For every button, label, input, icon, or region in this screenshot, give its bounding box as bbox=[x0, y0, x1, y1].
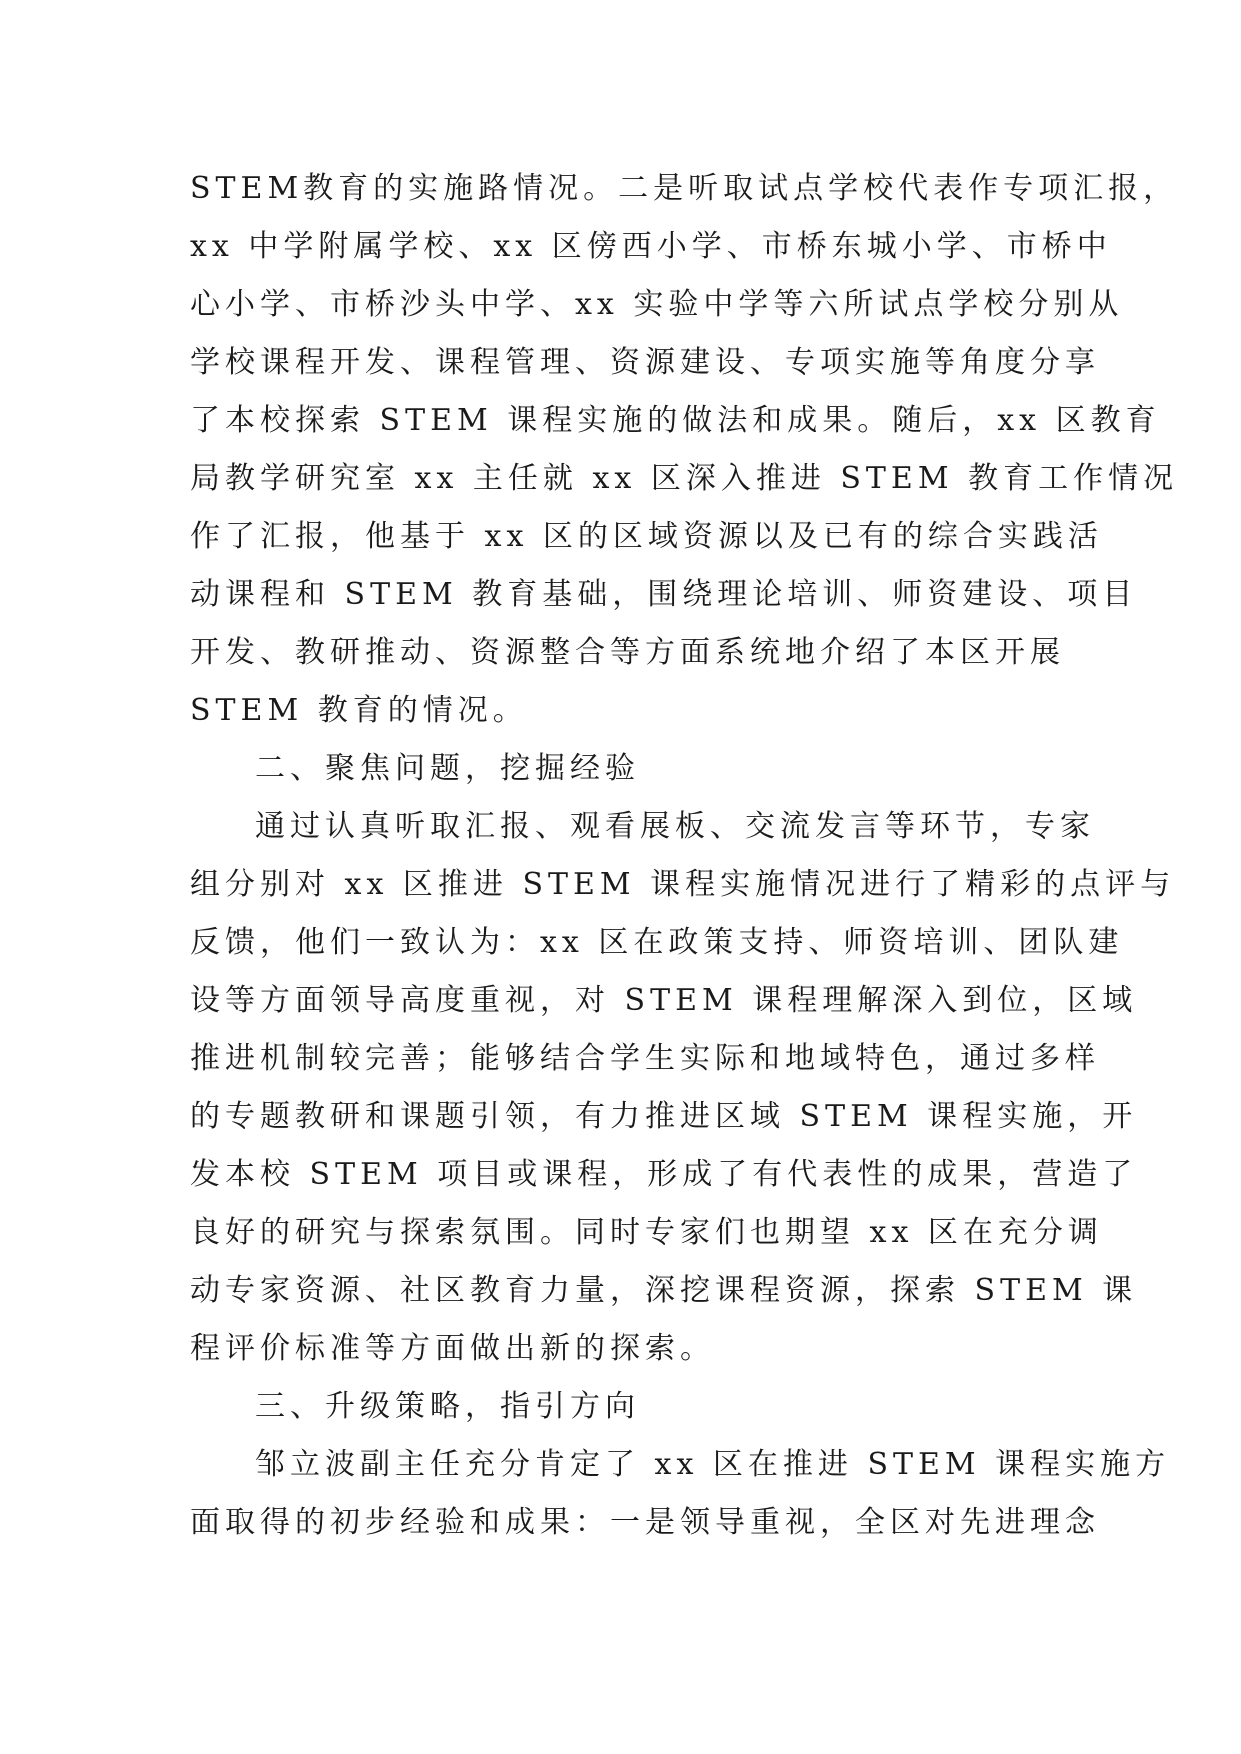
text-line: 组分别对 xx 区推进 STEM 课程实施情况进行了精彩的点评与 bbox=[190, 867, 1176, 902]
text-line: STEM 教育的情况。 bbox=[190, 693, 528, 728]
text-line: 局教学研究室 xx 主任就 xx 区深入推进 STEM 教育工作情况 bbox=[190, 461, 1179, 496]
text-line: 反馈，他们一致认为：xx 区在政策支持、师资培训、团队建 bbox=[190, 925, 1124, 960]
text-line: 邹立波副主任充分肯定了 xx 区在推进 STEM 课程实施方 bbox=[255, 1447, 1171, 1482]
text-line: 心小学、市桥沙头中学、xx 实验中学等六所试点学校分别从 bbox=[190, 287, 1124, 322]
text-line: xx 中学附属学校、xx 区傍西小学、市桥东城小学、市桥中 bbox=[190, 229, 1112, 264]
text-line: STEM教育的实施路情况。二是听取试点学校代表作专项汇报， bbox=[190, 171, 1179, 206]
text-line: 开发、教研推动、资源整合等方面系统地介绍了本区开展 bbox=[190, 635, 1065, 670]
section-heading: 二、聚焦问题，挖掘经验 bbox=[255, 751, 640, 786]
text-line: 发本校 STEM 项目或课程，形成了有代表性的成果，营造了 bbox=[190, 1157, 1138, 1192]
text-line: 面取得的初步经验和成果：一是领导重视，全区对先进理念 bbox=[190, 1505, 1100, 1540]
text-line: 通过认真听取汇报、观看展板、交流发言等环节，专家 bbox=[255, 809, 1095, 844]
text-line: 作了汇报，他基于 xx 区的区域资源以及已有的综合实践活 bbox=[190, 519, 1103, 554]
text-line: 动专家资源、社区教育力量，深挖课程资源，探索 STEM 课 bbox=[190, 1273, 1138, 1308]
text-line: 的专题教研和课题引领，有力推进区域 STEM 课程实施，开 bbox=[190, 1099, 1138, 1134]
text-line: 良好的研究与探索氛围。同时专家们也期望 xx 区在充分调 bbox=[190, 1215, 1103, 1250]
text-line: 推进机制较完善；能够结合学生实际和地域特色，通过多样 bbox=[190, 1041, 1100, 1076]
document-body bbox=[190, 160, 1179, 1552]
text-line: 了本校探索 STEM 课程实施的做法和成果。随后，xx 区教育 bbox=[190, 403, 1161, 438]
text-line: 设等方面领导高度重视，对 STEM 课程理解深入到位，区域 bbox=[190, 983, 1138, 1018]
text-line: 学校课程开发、课程管理、资源建设、专项实施等角度分享 bbox=[190, 345, 1100, 380]
text-line: 程评价标准等方面做出新的探索。 bbox=[190, 1331, 715, 1366]
text-line: 动课程和 STEM 教育基础，围绕理论培训、师资建设、项目 bbox=[190, 577, 1138, 612]
section-heading: 三、升级策略，指引方向 bbox=[255, 1389, 640, 1424]
